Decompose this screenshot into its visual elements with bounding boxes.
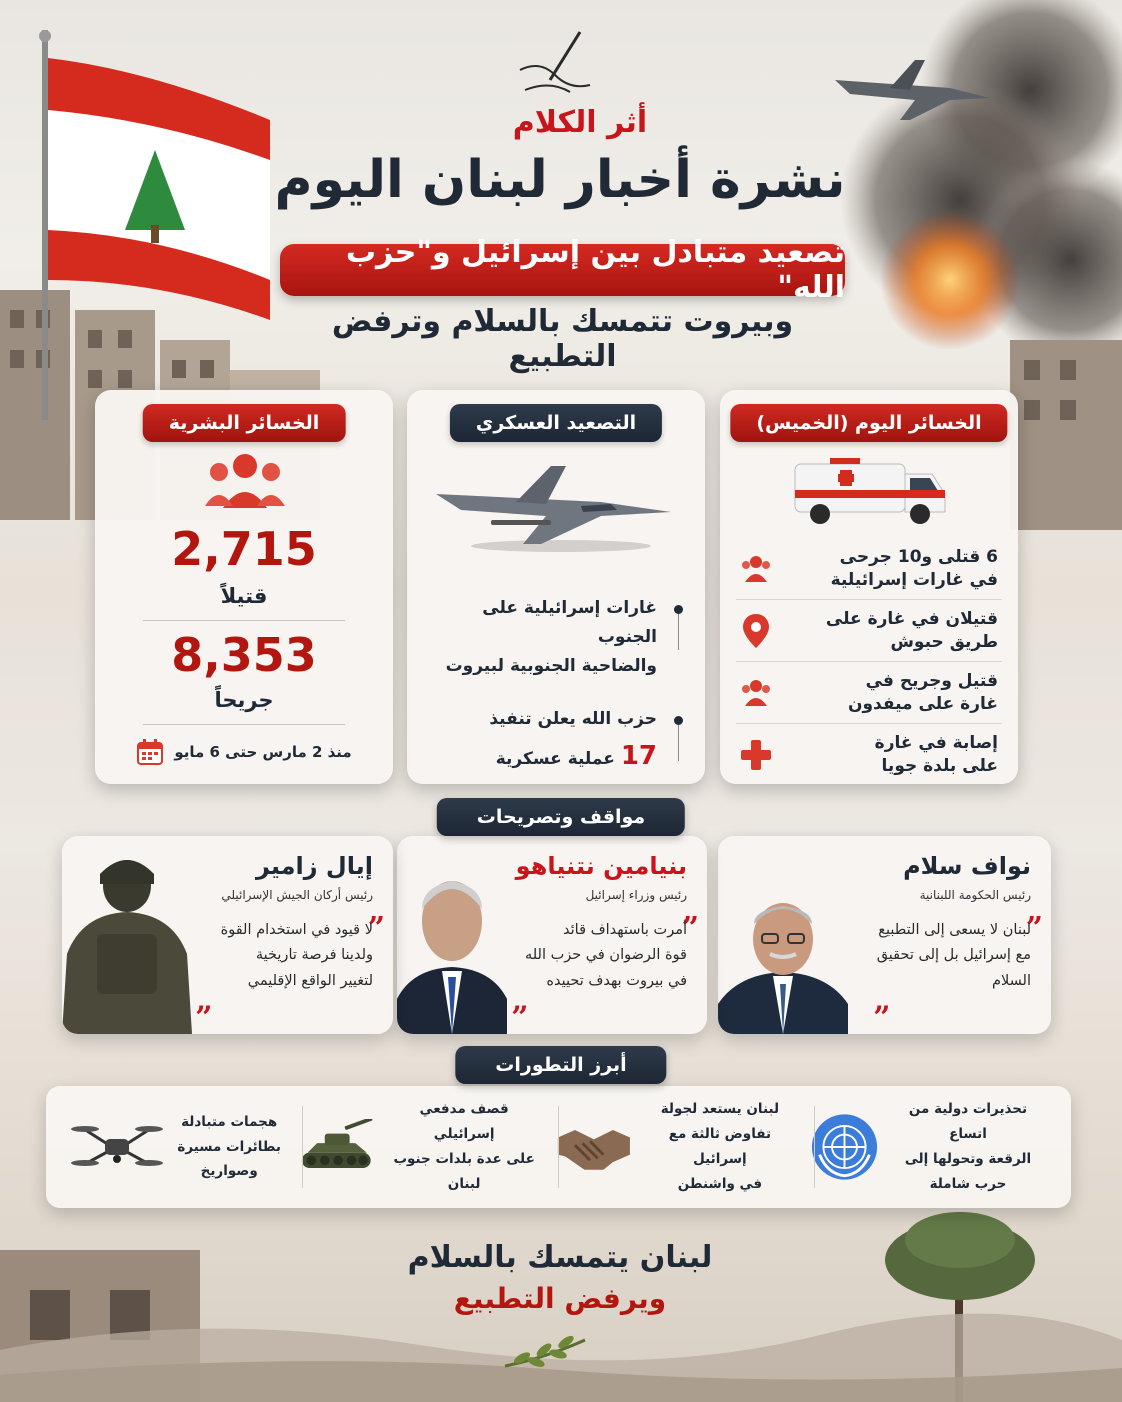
statement-card-netanyahu [397, 836, 707, 1034]
page-title: نشرة أخبار لبنان اليوم [274, 150, 846, 210]
writing-hand-icon [510, 30, 600, 100]
human-losses-card [95, 390, 393, 784]
soldier-icon [62, 844, 192, 1034]
development-text: قصف مدفعي إسرائيلي على عدة بلدات جنوب لبنان [393, 1101, 535, 1192]
list-item-text: قتيلان في غارة على طريق حبوش [825, 608, 998, 652]
brand-name: أثر الكلام [512, 105, 648, 140]
list-item: غارات إسرائيلية على الجنوب والضاحية الجنوبية لبيروت [429, 594, 683, 681]
casualty-list [736, 538, 1002, 786]
tank-icon [298, 1119, 378, 1175]
list-item [736, 724, 1002, 786]
statement-card-zamir [62, 836, 393, 1034]
statements-heading: مواقف وتصريحات [437, 798, 685, 836]
card-heading: الخسائر اليوم (الخميس) [730, 404, 1007, 442]
olive-branch-icon [500, 1334, 590, 1374]
card-heading: التصعيد العسكري [450, 404, 662, 442]
drone-icon [69, 1117, 165, 1177]
closing-line: لبنان يتمسك بالسلام [407, 1240, 713, 1275]
secondary-headline: وبيروت تتمسك بالسلام وترفض التطبيع [331, 304, 794, 374]
people-icon [736, 549, 776, 589]
development-item [810, 1102, 1045, 1192]
ambulance-icon [790, 450, 950, 528]
ruined-buildings-right [1000, 330, 1122, 530]
list-item [736, 662, 1002, 724]
developments-panel [46, 1086, 1071, 1208]
developments-heading: أبرز التطورات [455, 1046, 666, 1084]
escalation-list [429, 594, 683, 802]
medical-cross-icon [736, 735, 776, 775]
list-item-text: 6 قتلى و10 جرحى في غارات إسرائيلية [830, 546, 998, 590]
development-text: هجمات متبادلة بطائرات مسيرة وصواريخ [177, 1113, 281, 1180]
statement-card-salam [718, 836, 1051, 1034]
quote-close-icon: „ [195, 983, 213, 1018]
fighter-jet-icon [431, 454, 681, 554]
quote-close-icon: „ [873, 983, 891, 1018]
development-item [298, 1102, 538, 1192]
bullet-dot-icon [674, 605, 683, 614]
subtitle-badge [280, 235, 845, 305]
list-item-text: إصابة في غارة على بلدة جويا [874, 733, 998, 776]
card-heading: الخسائر البشرية [143, 404, 346, 442]
quote-close-icon: „ [511, 983, 529, 1018]
speaker-quote: أمرت باستهداف قائد قوة الرضوان في حزب الله في بيروت بهدف تحييده [524, 922, 687, 989]
handshake-icon [556, 1117, 632, 1177]
quote-open-icon: ” [367, 911, 385, 946]
today-casualties-card [720, 390, 1018, 784]
bullet-dot-icon [674, 716, 683, 725]
military-escalation-card [407, 390, 705, 784]
speaker-role: رئيس الحكومة اللبنانية [919, 888, 1031, 902]
closing-line-accent: ويرفض التطبيع [453, 1282, 667, 1315]
fighter-jet-illustration [830, 50, 1000, 130]
portrait-avatar [397, 859, 507, 1034]
people-icon [736, 673, 776, 713]
location-pin-icon [736, 611, 776, 651]
portrait-avatar [718, 884, 848, 1034]
calendar-icon [136, 738, 164, 766]
wounded-label: جريحاً [214, 688, 274, 712]
list-item [736, 538, 1002, 600]
date-range-text: منذ 2 مارس حتى 6 مايو [174, 743, 352, 761]
divider [143, 724, 345, 725]
development-item [556, 1102, 796, 1192]
killed-count: 2,715 [171, 522, 317, 576]
development-text: لبنان يستعد لجولة تفاوض ثالثة مع إسرائيل في واشنطن [660, 1101, 780, 1192]
list-item-text: قتيل وجريح في غارة على ميفدون [847, 670, 998, 714]
subtitle-text: تصعيد متبادل بين إسرائيل و"حزب الله" [345, 235, 845, 305]
speaker-role: رئيس أركان الجيش الإسرائيلي [221, 888, 373, 902]
speaker-quote: لا قيود في استخدام القوة ولدينا فرصة تاريخية لتغيير الواقع الإقليمي [220, 922, 373, 989]
people-group-icon [205, 450, 285, 510]
speaker-quote: لبنان لا يسعى إلى التطبيع مع إسرائيل بل إلى تحقيق السلام [876, 922, 1031, 989]
quote-open-icon: ” [1025, 911, 1043, 946]
un-emblem-icon [810, 1111, 879, 1183]
brand-logo [460, 30, 700, 140]
speaker-role: رئيس وزراء إسرائيل [585, 888, 687, 902]
speaker-name: نواف سلام [903, 852, 1031, 880]
operations-count: 17 [620, 740, 657, 771]
quote-open-icon: ” [681, 911, 699, 946]
list-item [736, 600, 1002, 662]
list-item: حزب الله يعلن تنفيذ 17 عملية عسكرية [429, 705, 683, 778]
divider [143, 620, 345, 621]
date-range [95, 738, 393, 766]
speaker-name: إيال زامير [255, 852, 373, 880]
killed-label: قتيلاً [220, 584, 268, 608]
development-item [56, 1102, 281, 1192]
lebanon-flag [30, 30, 280, 420]
wounded-count: 8,353 [171, 628, 317, 682]
development-text: تحذيرات دولية من اتساع الرقعة وتحولها إلى حرب شاملة [904, 1101, 1032, 1192]
speaker-name: بنيامين نتنياهو [515, 852, 687, 880]
